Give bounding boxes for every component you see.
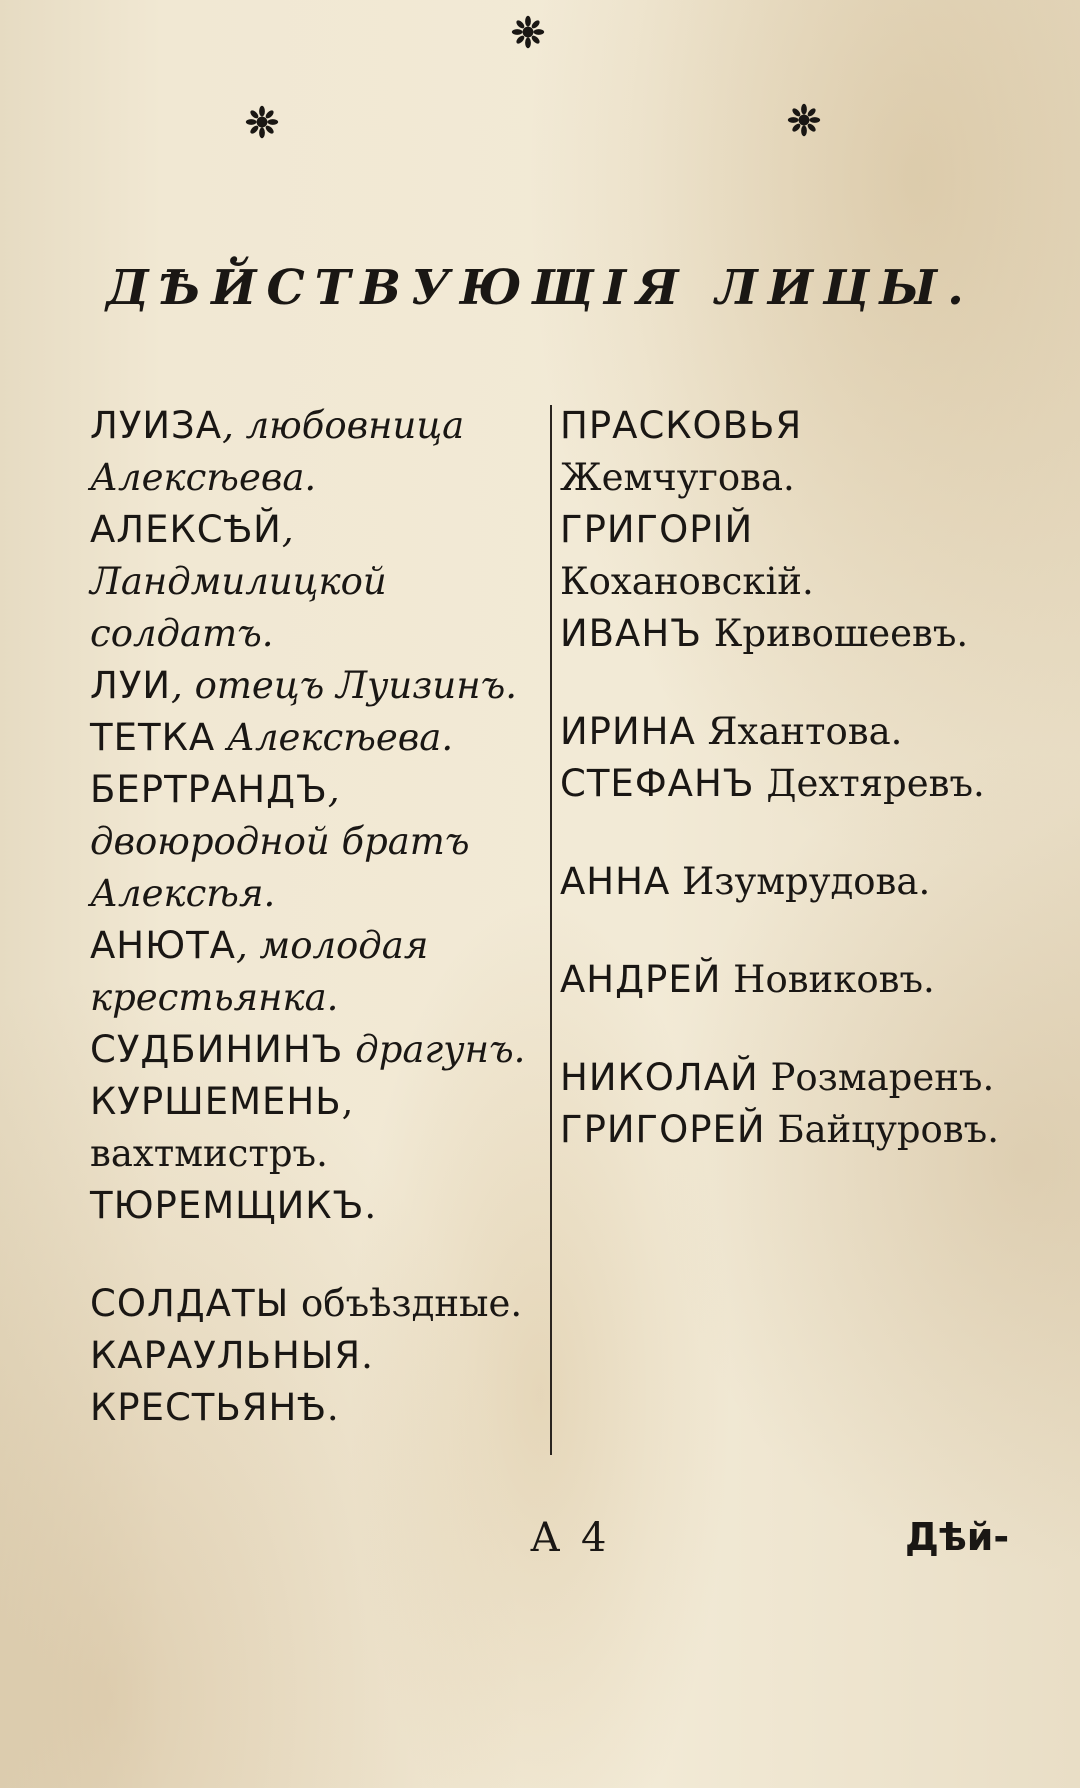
actor-surname: Розмаренъ. — [758, 1056, 995, 1099]
cast-list-left — [90, 400, 530, 1434]
actor-name: ИРИНА — [560, 710, 696, 753]
character-role: . — [364, 1184, 377, 1227]
character-role: , молодая крестьянка. — [90, 924, 429, 1019]
catchword: Дѣй- — [905, 1515, 1010, 1559]
character-name: КАРАУЛЬНЫЯ — [90, 1334, 362, 1377]
flower-ornament-icon — [510, 14, 546, 50]
cast-entry — [90, 400, 530, 504]
character-role: , Ландмилицкой солдатъ. — [90, 508, 387, 655]
character-role: , любовница Алексѣева. — [90, 404, 465, 499]
cast-entry — [90, 712, 530, 764]
actor-surname: Кривошеевъ. — [702, 612, 969, 655]
character-role: объѣздные. — [289, 1282, 523, 1325]
character-name: КРЕСТЬЯНѢ — [90, 1386, 327, 1429]
character-name: ЛУИЗА — [90, 404, 223, 447]
cast-entry — [560, 504, 1010, 608]
actor-name: АНДРЕЙ — [560, 958, 722, 1001]
cast-entry — [560, 954, 1010, 1006]
cast-entry — [560, 856, 1010, 908]
cast-entry — [90, 1278, 530, 1330]
cast-entry — [560, 758, 1010, 810]
cast-entry — [90, 1180, 530, 1232]
cast-entry — [560, 706, 1010, 758]
character-name: КУРШЕМЕНЬ — [90, 1080, 342, 1123]
character-name: БЕРТРАНДЪ — [90, 768, 328, 811]
cast-entry — [560, 1052, 1010, 1104]
character-name: АНЮТА — [90, 924, 236, 967]
cast-entry — [90, 660, 530, 712]
actor-name: ГРИГОРІЙ — [560, 508, 754, 551]
cast-entry — [560, 400, 1010, 504]
cast-list-right — [560, 400, 1010, 1156]
actor-surname: Новиковъ. — [721, 958, 935, 1001]
cast-entry — [90, 1330, 530, 1382]
actor-surname: Яхантова. — [695, 710, 903, 753]
character-name: ЛУИ — [90, 664, 172, 707]
signature-mark: А 4 — [530, 1515, 611, 1561]
character-role: , вахтмистръ. — [90, 1080, 354, 1175]
character-role: . — [326, 1386, 339, 1429]
actor-surname: Жемчугова. — [560, 456, 795, 499]
character-role: . — [361, 1334, 373, 1377]
actor-surname: Дехтяревъ. — [754, 762, 985, 805]
character-name: СОЛДАТЫ — [90, 1282, 290, 1325]
character-name: АЛЕКСѢЙ — [90, 508, 282, 551]
flower-ornament-icon — [244, 104, 280, 140]
actor-surname: Кохановскій. — [560, 560, 814, 603]
cast-entry — [90, 1024, 530, 1076]
actor-name: ИВАНЪ — [560, 612, 702, 655]
character-name: ТЕТКА — [90, 716, 216, 759]
cast-entry — [560, 1104, 1010, 1156]
cast-entry — [90, 764, 530, 920]
page-title: ДѢЙСТВУЮЩІЯ ЛИЦЫ. — [106, 260, 974, 316]
character-name: СУДБИНИНЪ — [90, 1028, 344, 1071]
actor-name: НИКОЛАЙ — [560, 1056, 759, 1099]
actor-name: АННА — [560, 860, 671, 903]
flower-ornament-icon — [786, 102, 822, 138]
actor-surname: Изумрудова. — [670, 860, 931, 903]
character-role: драгунъ. — [343, 1028, 526, 1071]
actor-name: СТЕФАНЪ — [560, 762, 755, 805]
character-role: Алексѣева. — [215, 716, 454, 759]
cast-entry — [90, 504, 530, 660]
cast-entry — [90, 920, 530, 1024]
column-divider — [550, 405, 552, 1455]
actor-surname: Байцуровъ. — [765, 1108, 999, 1151]
actor-name: ГРИГОРЕЙ — [560, 1108, 766, 1151]
cast-entry — [560, 608, 1010, 660]
character-role: , отецъ Луизинъ. — [171, 664, 518, 707]
character-name: ТЮРЕМЩИКЪ — [90, 1184, 365, 1227]
cast-entry — [90, 1076, 530, 1180]
character-role: , двоюродной братъ Алексѣя. — [90, 768, 470, 915]
actor-name: ПРАСКОВЬЯ — [560, 404, 803, 447]
cast-entry — [90, 1382, 530, 1434]
